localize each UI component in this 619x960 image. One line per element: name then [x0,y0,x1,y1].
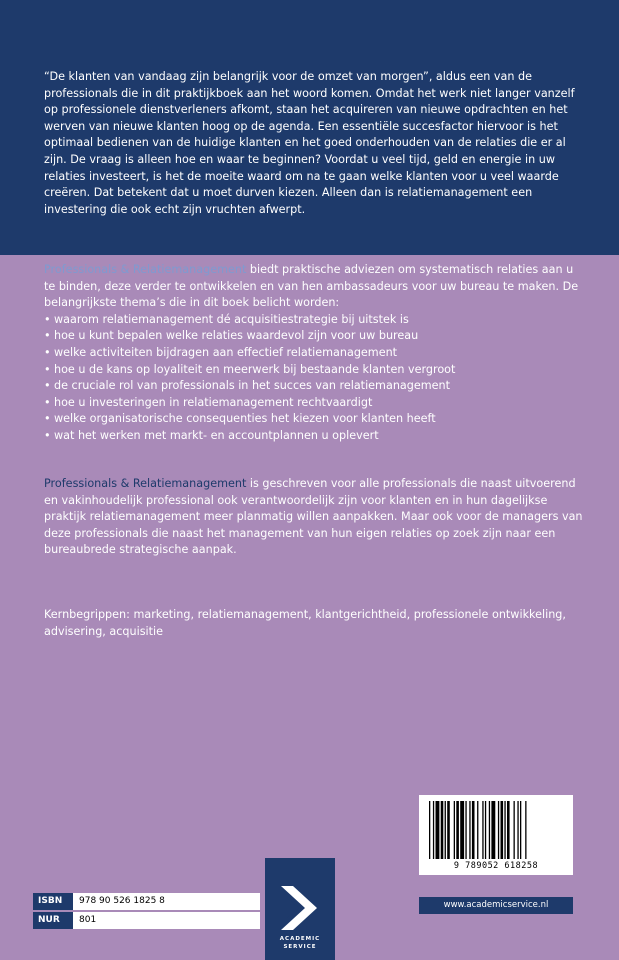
isbn-label: ISBN [33,893,73,910]
publisher-name-line1: ACADEMIC [279,936,321,942]
list-item: • wat het werken met markt- en accountplannen u oplevert [44,428,584,445]
list-item: • hoe u de kans op loyaliteit en meerwerk bij bestaande klanten vergroot [44,362,584,379]
isbn-value: 978 90 526 1825 8 [73,893,260,910]
list-item: • hoe u investeringen in relatiemanagement rechtvaardigt [44,395,584,412]
nur-row [33,912,260,929]
keywords-paragraph: Kernbegrippen: marketing, relatiemanagement, klantgerichtheid, professionele ontwikkeling, advisering, acquisitie [44,608,566,638]
list-item: • waarom relatiemanagement dé acquisitiestrategie bij uitstek is [44,312,584,329]
themes-list [44,312,584,445]
arrow-logo-icon [265,878,335,938]
list-item: • welke activiteiten bijdragen aan effectief relatiemanagement [44,345,584,362]
intro-paragraph: “De klanten van vandaag zijn belangrijk voor de omzet van morgen”, aldus een van de professionals die in dit praktijkboek aan het woord komen. Omdat het werk niet langer vanzelf op professionele dienstverleners afkomt, staan het acquireren van nieuwe opdrachten en het werven van nieuwe klanten hoog op de agenda. Een essentiële succesfactor hiervoor is het optimaal bedienen van de huidige klanten en het goed onderhouden van de relaties die er al zijn. De vraag is alleen hoe en waar te beginnen? Voordat u veel tijd, geld en energie in uw relaties investeert, is het de moeite waard om na te gaan welke klanten voor u veel waarde creëren. Dat betekent dat u moet durven kiezen. Alleen dan is relatiemanagement een investering die ook echt zijn vruchten afwerpt. [44,70,575,216]
offer-section [44,262,584,445]
list-item: • welke organisatorische consequenties het kiezen voor klanten heeft [44,411,584,428]
barcode [419,795,573,875]
list-item: • hoe u kunt bepalen welke relaties waardevol zijn voor uw bureau [44,328,584,345]
publisher-name-line2: SERVICE [283,944,317,950]
isbn-row [33,893,260,910]
barcode-digits: 9 789052 618258 [453,861,539,871]
audience-paragraph [44,476,584,559]
publisher-logo [265,858,335,960]
offer-text: biedt praktische adviezen om systematisch relaties aan u te binden, deze verder te ontwikkelen en van hen ambassadeurs voor uw bureau te maken. De belangrijkste thema’s die in dit boek belicht worden: [44,263,579,310]
book-title-2: Professionals & Relatiemanagement [44,477,247,490]
website-link[interactable]: www.academicservice.nl [419,897,573,914]
list-item: • de cruciale rol van professionals in het succes van relatiemanagement [44,378,584,395]
audience-text: is geschreven voor alle professionals die naast uitvoerend en vakinhoudelijk professional ook verantwoordelijk zijn voor klanten en in hun dagelijkse praktijk relatiemanagement meer planmatig willen aanpakken. Maar ook voor de managers van deze professionals die naast het management van hun eigen relaties op zoek zijn naar een bureaubrede strategische aanpak. [44,477,583,557]
book-title: Professionals & Relatiemanagement [44,263,247,276]
nur-value: 801 [73,912,260,929]
nur-label: NUR [33,912,73,929]
barcode-bars-icon [429,801,563,859]
